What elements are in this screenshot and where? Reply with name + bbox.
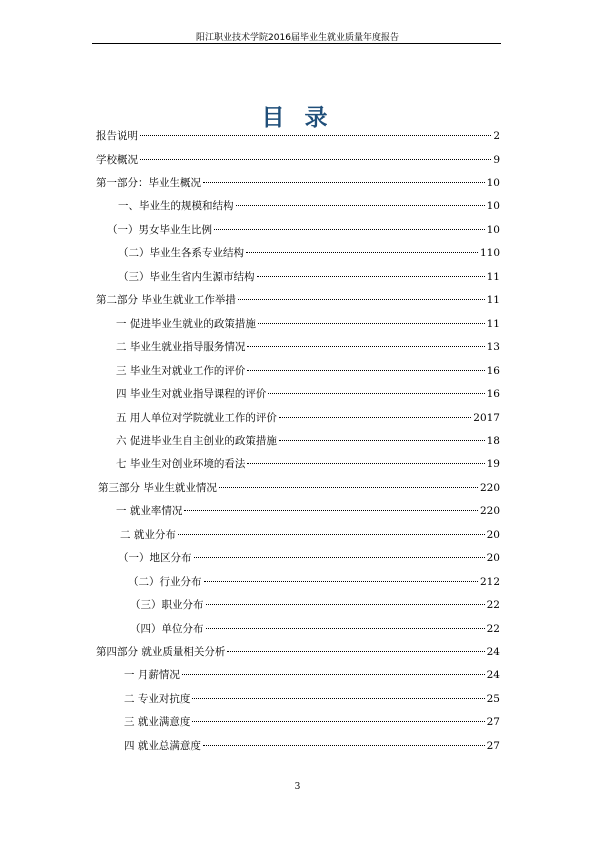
toc-entry-label: （三）毕业生省内生源市结构 xyxy=(118,271,255,283)
toc-entry[interactable] xyxy=(124,738,500,754)
toc-entry[interactable] xyxy=(96,644,500,660)
toc-entry[interactable] xyxy=(118,550,500,566)
toc-leader-dots xyxy=(247,346,484,347)
toc-entry[interactable] xyxy=(96,152,500,168)
toc-leader-dots xyxy=(178,534,485,535)
toc-entry-page: 20 xyxy=(486,552,500,564)
toc-entry-label: 二 毕业生就业指导服务情况 xyxy=(116,341,246,353)
page-number: 3 xyxy=(294,782,301,792)
toc-leader-dots xyxy=(182,674,485,675)
toc-leader-dots xyxy=(279,440,485,441)
toc-entry-label: 报告说明 xyxy=(96,130,138,142)
toc-entry-label: 六 促进毕业生自主创业的政策措施 xyxy=(116,435,277,447)
toc-leader-dots xyxy=(227,651,484,652)
toc-entry-page: 16 xyxy=(486,388,500,400)
toc-entry-label: （二）行业分布 xyxy=(128,576,202,588)
toc-entry-page: 24 xyxy=(486,646,500,658)
toc-entry-label: 五 用人单位对学院就业工作的评价 xyxy=(116,412,277,424)
toc-leader-dots xyxy=(203,745,485,746)
toc-leader-dots xyxy=(214,229,485,230)
toc-entry-label: （三）职业分布 xyxy=(130,599,204,611)
toc-leader-dots xyxy=(192,698,484,699)
toc-entry-label: 二 就业分布 xyxy=(120,529,176,541)
toc-entry[interactable] xyxy=(116,386,500,402)
toc-entry-page: 16 xyxy=(486,365,500,377)
toc-leader-dots xyxy=(246,252,478,253)
toc-entry-page: 10 xyxy=(486,177,500,189)
toc-entry-page: 18 xyxy=(486,435,500,447)
toc-entry[interactable] xyxy=(118,269,500,285)
toc-entry-label: 一、毕业生的规模和结构 xyxy=(118,200,234,212)
toc-entry-label: 第一部分：毕业生概况 xyxy=(96,177,201,189)
toc-entry[interactable] xyxy=(96,175,500,191)
toc-entry-page: 2 xyxy=(493,130,500,142)
toc-entry[interactable] xyxy=(128,574,500,590)
toc-entry[interactable] xyxy=(116,410,500,426)
toc-title: 目 录 xyxy=(261,105,334,131)
toc-entry-page: 22 xyxy=(486,623,500,635)
toc-entry[interactable] xyxy=(96,128,500,144)
toc-entry-label: （二）毕业生各系专业结构 xyxy=(118,247,244,259)
toc-entry[interactable] xyxy=(124,691,500,707)
toc-entry[interactable] xyxy=(120,527,500,543)
toc-entry-page: 9 xyxy=(493,154,500,166)
toc-leader-dots xyxy=(268,393,484,394)
toc-entry-page: 13 xyxy=(486,341,500,353)
toc-entry[interactable] xyxy=(124,714,500,730)
toc-leader-dots xyxy=(204,581,478,582)
toc-entry-label: 一 就业率情况 xyxy=(116,505,183,517)
toc-leader-dots xyxy=(258,323,485,324)
running-header: 阳江职业技术学院2016届毕业生就业质量年度报告 xyxy=(196,33,399,43)
toc-entry[interactable] xyxy=(116,456,500,472)
toc-entry-page: 25 xyxy=(486,693,500,705)
toc-entry-page: 19 xyxy=(486,458,500,470)
toc-entry-page: 110 xyxy=(479,247,500,259)
toc-entry-label: 一 促进毕业生就业的政策措施 xyxy=(116,318,256,330)
toc-entry[interactable] xyxy=(116,503,500,519)
toc-entry[interactable] xyxy=(116,316,500,332)
toc-entry[interactable] xyxy=(116,433,500,449)
toc-entry[interactable] xyxy=(116,339,500,355)
toc-leader-dots xyxy=(140,135,491,136)
toc-entry-label: 七 毕业生对创业环境的看法 xyxy=(116,458,246,470)
toc-entry-page: 2017 xyxy=(473,412,500,424)
toc-entry[interactable] xyxy=(130,621,500,637)
toc-entry-label: 学校概况 xyxy=(96,154,138,166)
toc-leader-dots xyxy=(192,721,484,722)
toc-leader-dots xyxy=(238,299,485,300)
toc-entry[interactable] xyxy=(118,198,500,214)
toc-entry[interactable] xyxy=(118,245,500,261)
toc-entry-label: （一）地区分布 xyxy=(118,552,192,564)
toc-entry-page: 22 xyxy=(486,599,500,611)
toc-leader-dots xyxy=(236,205,485,206)
toc-entry-label: 二 专业对抗度 xyxy=(124,693,191,705)
toc-entry[interactable] xyxy=(98,480,500,496)
header-rule xyxy=(92,43,501,44)
toc-entry-label: 三 毕业生对就业工作的评价 xyxy=(116,365,246,377)
toc-entry-page: 27 xyxy=(486,716,500,728)
toc-leader-dots xyxy=(184,510,478,511)
toc-entry-label: 四 就业总满意度 xyxy=(124,740,201,752)
toc-leader-dots xyxy=(257,276,485,277)
toc-entry[interactable] xyxy=(124,667,500,683)
toc-leader-dots xyxy=(140,159,491,160)
toc-entry-page: 24 xyxy=(486,669,500,681)
toc-entry-label: 四 毕业生对就业指导课程的评价 xyxy=(116,388,267,400)
toc-entry-label: 第三部分 毕业生就业情况 xyxy=(98,482,217,494)
toc-entry-page: 10 xyxy=(486,200,500,212)
toc-leader-dots xyxy=(206,604,485,605)
toc-entry[interactable] xyxy=(116,363,500,379)
toc-leader-dots xyxy=(279,417,471,418)
toc-entry-label: （一）男女毕业生比例 xyxy=(107,224,212,236)
toc-entry-page: 11 xyxy=(486,318,500,330)
toc-entry-page: 11 xyxy=(486,271,500,283)
toc-entry[interactable] xyxy=(96,292,500,308)
toc-leader-dots xyxy=(203,182,485,183)
toc-entry-page: 20 xyxy=(486,529,500,541)
toc-entry-page: 10 xyxy=(486,224,500,236)
toc-entry-label: 一 月薪情况 xyxy=(124,669,180,681)
toc-leader-dots xyxy=(247,463,484,464)
toc-entry-page: 220 xyxy=(479,505,500,517)
toc-entry-label: 第二部分 毕业生就业工作举措 xyxy=(96,294,236,306)
toc-entry[interactable] xyxy=(107,222,500,238)
toc-entry-page: 212 xyxy=(479,576,500,588)
toc-entry-label: 第四部分 就业质量相关分析 xyxy=(96,646,226,658)
toc-entry-page: 220 xyxy=(479,482,500,494)
toc-entry-page: 11 xyxy=(486,294,500,306)
toc-leader-dots xyxy=(219,487,478,488)
toc-entry-label: 三 就业满意度 xyxy=(124,716,191,728)
toc-entry-label: （四）单位分布 xyxy=(130,623,204,635)
toc-leader-dots xyxy=(194,557,485,558)
toc-leader-dots xyxy=(206,628,485,629)
toc-entry[interactable] xyxy=(130,597,500,613)
toc-leader-dots xyxy=(247,370,484,371)
toc-entry-page: 27 xyxy=(486,740,500,752)
